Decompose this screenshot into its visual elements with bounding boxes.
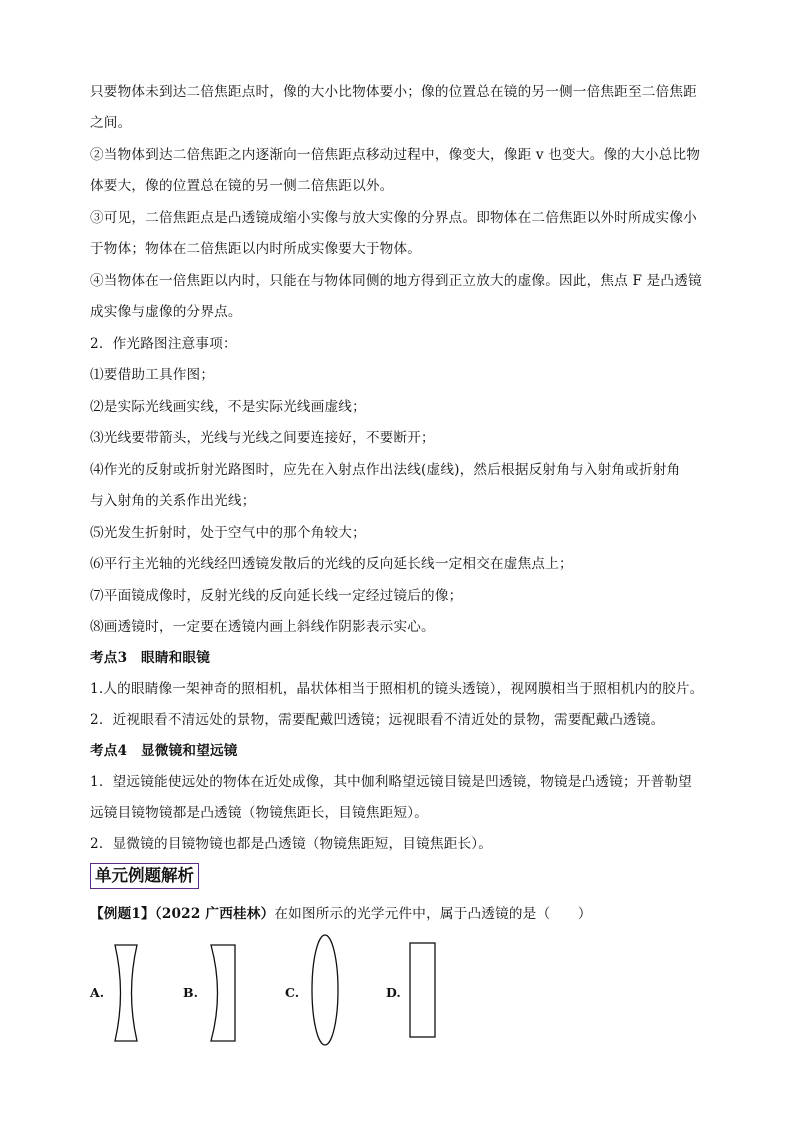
rectangle-glass-icon [409, 942, 436, 1038]
text-line-18: ⑻画透镜时，一定要在透镜内画上斜线作阴影表示实心。 [90, 619, 435, 635]
kaodian3-line-2: 2．近视眼看不清远处的景物，需要配戴凹透镜；远视眼看不清近处的景物，需要配戴凸透镜。 [90, 712, 665, 728]
text-line-16: ⑹平行主光轴的光线经凹透镜发散后的光线的反向延长线一定相交在虚焦点上； [90, 556, 573, 572]
text-line-5: ③可见，二倍焦距点是凸透镜成缩小实像与放大实像的分界点。即物体在二倍焦距以外时所成实像小 [90, 210, 697, 226]
option-c-label: C. [285, 985, 300, 1000]
text-line-2: 之间。 [90, 115, 132, 131]
kaodian3-line-1: 1.人的眼睛像一架神奇的照相机，晶状体相当于照相机的镜头透镜），视网膜相当于照相机内的胶片。 [90, 681, 704, 697]
plano-concave-lens-icon [210, 944, 236, 1042]
text-line-9: 2．作光路图注意事项： [90, 336, 237, 352]
kaodian4-line-3: 2．显微镜的目镜物镜也都是凸透镜（物镜焦距短，目镜焦距长）。 [90, 836, 493, 852]
text-line-4: 体要大，像的位置总在镜的另一侧二倍焦距以外。 [90, 178, 394, 194]
text-line-8: 成实像与虚像的分界点。 [90, 304, 242, 320]
text-line-13: ⑷作光的反射或折射光路图时，应先在入射点作出法线(虚线)，然后根据反射角与入射角或折射角 [90, 462, 681, 478]
text-line-10: ⑴要借助工具作图； [90, 367, 215, 383]
text-line-15: ⑸光发生折射时，处于空气中的那个角较大； [90, 525, 366, 541]
text-line-7: ④当物体在一倍焦距以内时，只能在与物体同侧的地方得到正立放大的虚像。因此，焦点 F 是凸透镜 [90, 273, 702, 289]
option-a-label: A. [90, 985, 105, 1000]
text-line-3: ②当物体到达二倍焦距之内逐渐向一倍焦距点移动过程中，像变大，像距 v 也变大。像的大小总比物 [90, 147, 701, 163]
example1-source: （2022 广西桂林） [154, 906, 275, 922]
kaodian4-line-1: 1．望远镜能使远处的物体在近处成像，其中伽利略望远镜目镜是凹透镜，物镜是凸透镜；开普勒望 [90, 774, 692, 790]
section-title-box: 单元例题解析 [90, 863, 199, 889]
biconcave-lens-icon [114, 944, 138, 1042]
example1-tag: 【例题1】 [90, 906, 155, 922]
kaodian4-heading: 考点4 显微镜和望远镜 [90, 743, 238, 759]
text-line-1: 只要物体未到达二倍焦距点时，像的大小比物体要小；像的位置总在镜的另一侧一倍焦距至二倍焦距 [90, 84, 697, 100]
biconvex-lens-icon [311, 934, 339, 1046]
option-b-label: B. [183, 985, 198, 1000]
text-line-14: 与入射角的关系作出光线； [90, 493, 256, 509]
option-d-label: D. [386, 985, 401, 1000]
kaodian4-line-2: 远镜目镜物镜都是凸透镜（物镜焦距长，目镜焦距短）。 [90, 805, 429, 821]
text-line-12: ⑶光线要带箭头，光线与光线之间要连接好，不要断开； [90, 430, 435, 446]
example1-question: 在如图所示的光学元件中，属于凸透镜的是（ ） [274, 906, 592, 922]
text-line-17: ⑺平面镜成像时，反射光线的反向延长线一定经过镜后的像； [90, 588, 463, 604]
text-line-6: 于物体；物体在二倍焦距以内时所成实像要大于物体。 [90, 241, 422, 257]
example1-question-line [90, 904, 710, 924]
kaodian3-heading: 考点3 眼睛和眼镜 [90, 650, 211, 666]
text-line-11: ⑵是实际光线画实线，不是实际光线画虚线； [90, 399, 366, 415]
